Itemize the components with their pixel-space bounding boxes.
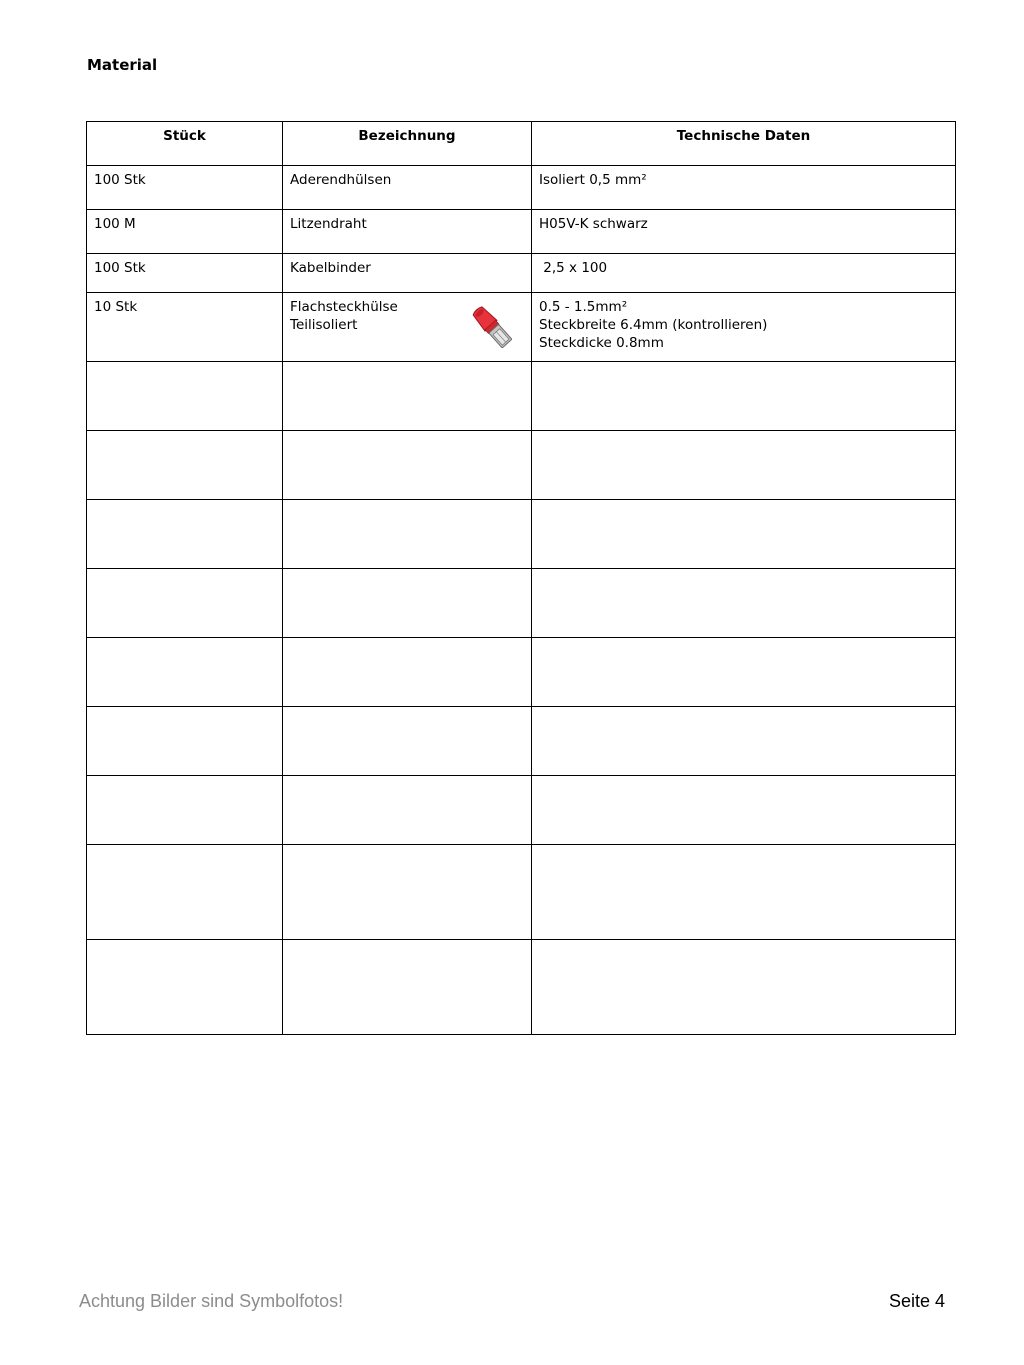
cell-technische-daten — [532, 166, 956, 210]
empty-cell — [87, 362, 283, 431]
empty-cell — [532, 500, 956, 569]
table-row — [87, 293, 956, 362]
footer-note: Achtung Bilder sind Symbolfotos! — [79, 1291, 344, 1311]
empty-cell — [532, 569, 956, 638]
empty-cell — [283, 431, 532, 500]
header-stueck: Stück — [87, 122, 283, 166]
empty-cell — [87, 845, 283, 940]
empty-table-row — [87, 431, 956, 500]
cell-bezeichnung — [283, 166, 532, 210]
empty-cell — [87, 776, 283, 845]
header-technische-daten: Technische Daten — [532, 122, 956, 166]
cell-stueck: 100 M — [87, 210, 283, 254]
cell-line: Kabelbinder — [290, 260, 371, 276]
cell-bezeichnung — [283, 293, 532, 362]
page-number: Seite 4 — [888, 1291, 945, 1311]
empty-cell — [532, 940, 956, 1035]
empty-cell — [283, 845, 532, 940]
empty-cell — [532, 776, 956, 845]
cell-line: 0.5 - 1.5mm² — [539, 299, 628, 315]
empty-cell — [87, 500, 283, 569]
table-header-row — [87, 122, 956, 166]
empty-cell — [283, 569, 532, 638]
empty-cell — [283, 940, 532, 1035]
empty-cell — [283, 638, 532, 707]
cell-line: H05V-K schwarz — [539, 216, 648, 232]
empty-cell — [87, 940, 283, 1035]
empty-cell — [532, 845, 956, 940]
empty-table-row — [87, 638, 956, 707]
empty-cell — [532, 707, 956, 776]
cell-line: 2,5 x 100 — [539, 260, 608, 276]
empty-cell — [283, 707, 532, 776]
empty-table-row — [87, 776, 956, 845]
cell-line: Litzendraht — [290, 216, 367, 232]
cell-line: Steckbreite 6.4mm (kontrollieren) — [539, 317, 768, 333]
empty-cell — [283, 776, 532, 845]
cell-line: Flachsteckhülse — [290, 299, 398, 315]
empty-cell — [283, 500, 532, 569]
cell-bezeichnung — [283, 254, 532, 293]
table-row — [87, 210, 956, 254]
empty-cell — [87, 638, 283, 707]
material-table — [86, 121, 956, 1035]
table-row — [87, 166, 956, 210]
cell-line: Steckdicke 0.8mm — [539, 335, 664, 351]
cell-line: Teilisoliert — [290, 317, 358, 333]
empty-cell — [283, 362, 532, 431]
cell-technische-daten — [532, 293, 956, 362]
empty-cell — [87, 431, 283, 500]
cell-bezeichnung — [283, 210, 532, 254]
empty-table-row — [87, 707, 956, 776]
empty-table-row — [87, 500, 956, 569]
empty-cell — [87, 707, 283, 776]
empty-table-row — [87, 845, 956, 940]
cell-technische-daten — [532, 254, 956, 293]
flat-receptacle-terminal-icon — [471, 303, 515, 353]
cell-line: Isoliert 0,5 mm² — [539, 172, 647, 188]
empty-cell — [532, 638, 956, 707]
empty-cell — [532, 431, 956, 500]
cell-technische-daten — [532, 210, 956, 254]
header-bezeichnung: Bezeichnung — [283, 122, 532, 166]
empty-cell — [87, 569, 283, 638]
cell-line: Aderendhülsen — [290, 172, 392, 188]
page-title: Material — [87, 56, 158, 74]
table-row — [87, 254, 956, 293]
empty-cell — [532, 362, 956, 431]
empty-table-row — [87, 362, 956, 431]
cell-stueck: 100 Stk — [87, 254, 283, 293]
empty-table-row — [87, 940, 956, 1035]
cell-stueck: 100 Stk — [87, 166, 283, 210]
empty-table-row — [87, 569, 956, 638]
cell-stueck: 10 Stk — [87, 293, 283, 362]
